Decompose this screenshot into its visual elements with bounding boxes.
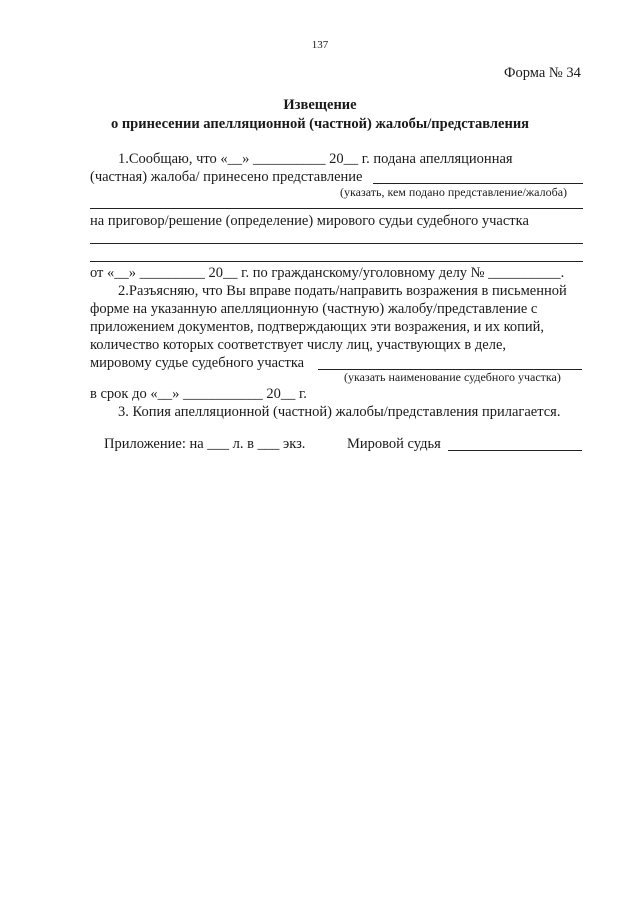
document-title: Извещение xyxy=(283,97,357,113)
attachment-line: Приложение: на ___ л. в ___ экз. xyxy=(104,436,306,452)
paragraph-2-line-4: количество которых соответствует числу лиц, участвующих в деле, xyxy=(90,337,507,353)
submitter-hint: (указать, кем подано представление/жалоба) xyxy=(340,185,568,199)
blank-line-3 xyxy=(90,261,583,262)
form-number-label: Форма № 34 xyxy=(504,65,581,81)
court-section-hint: (указать наименование судебного участка) xyxy=(344,370,561,384)
blank-line-2 xyxy=(90,243,583,244)
page-number: 137 xyxy=(311,39,329,51)
document-subtitle: о принесении апелляционной (частной) жалобы/представления xyxy=(110,116,530,132)
judge-signature-line xyxy=(448,450,582,451)
paragraph-1-line-1: 1.Сообщаю, что «__» __________ 20__ г. подана апелляционная xyxy=(118,151,513,167)
blank-line-1 xyxy=(90,208,583,209)
paragraph-1-line-2: (частная) жалоба/ принесено представление xyxy=(90,169,363,185)
paragraph-2-line-2: форме на указанную апелляционную (частную) жалобу/представление с xyxy=(90,301,538,317)
paragraph-2-line-6: в срок до «__» ___________ 20__ г. xyxy=(90,386,307,402)
paragraph-2-line-3: приложением документов, подтверждающих эти возражения, и их копий, xyxy=(90,319,545,335)
paragraph-3: 3. Копия апелляционной (частной) жалобы/представления прилагается. xyxy=(118,404,561,420)
judge-label: Мировой судья xyxy=(347,436,441,452)
paragraph-2-line-5: мировому судье судебного участка xyxy=(90,355,305,371)
paragraph-2-line-1: 2.Разъясняю, что Вы вправе подать/направить возражения в письменной xyxy=(118,283,567,299)
paragraph-1-line-3: на приговор/решение (определение) мирового судьи судебного участка xyxy=(90,213,529,229)
paragraph-1-line-4: от «__» _________ 20__ г. по гражданскому/уголовному делу № __________. xyxy=(90,265,565,281)
